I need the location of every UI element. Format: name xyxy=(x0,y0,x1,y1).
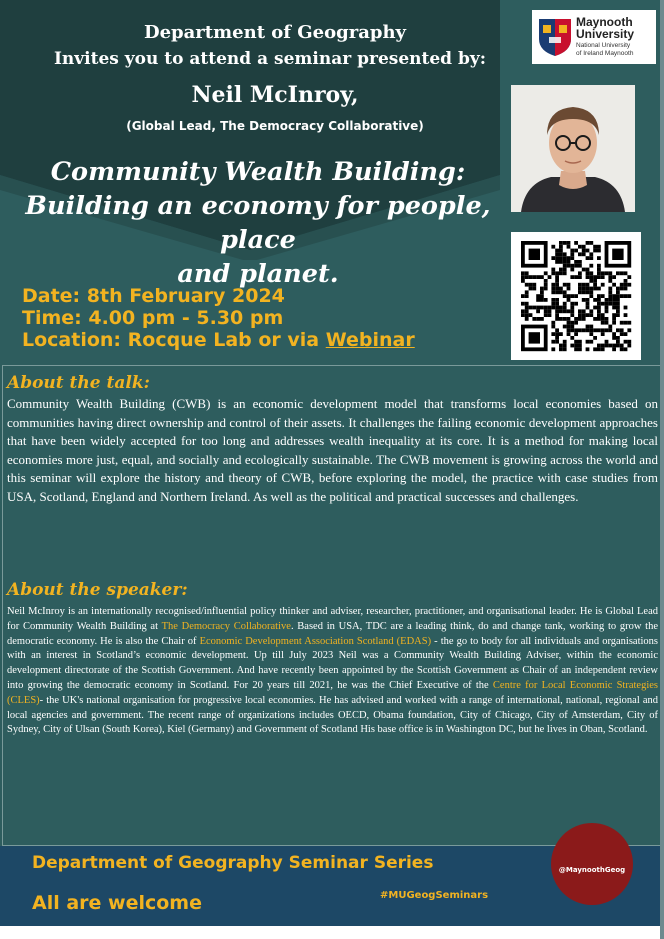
qr-code-icon xyxy=(511,232,641,360)
logo-name-line: Maynooth xyxy=(576,15,633,29)
crest-icon xyxy=(537,17,573,57)
maynooth-university-logo xyxy=(532,10,656,64)
speaker-role: (Global Lead, The Democracy Collaborative) xyxy=(126,119,424,133)
logo-subtitle-line: National University xyxy=(576,42,631,49)
social-handle-badge xyxy=(551,823,633,905)
location-text: Location: Rocque Lab or via xyxy=(22,329,326,351)
talk-title-line: Community Wealth Building: xyxy=(50,157,466,187)
social-handle-text[interactable]: @MaynoothGeog xyxy=(558,866,626,874)
logo-name xyxy=(576,16,634,40)
logo-name-line: University xyxy=(576,27,635,41)
event-date: Date: 8th February 2024 xyxy=(22,285,285,307)
about-speaker-heading: About the speaker: xyxy=(7,580,188,600)
qr-code[interactable] xyxy=(511,232,641,360)
talk-title-line: Building an economy for people, place xyxy=(25,191,491,255)
about-talk-heading: About the talk: xyxy=(7,373,150,393)
event-details xyxy=(22,285,415,351)
invitation-line: Invites you to attend a seminar presented by: xyxy=(53,49,487,69)
event-location xyxy=(22,329,415,351)
speaker-bio-text: - the go to body for all individuals and organisations with an interest in Scotland’s economic development. Up till July 2023 Neil was a Community Wealth Building Adviser, within the economic development directorate of the Scottish Government. And have recently been appointed by the Scottish Government as Chair of an independent review into growing the democratic economy in Scotland. For 20 years till 2021, he was the Chief Executive of the xyxy=(7,635,658,691)
all-welcome-text: All are welcome xyxy=(32,892,202,914)
hashtag-text[interactable]: #MUGeogSeminars xyxy=(380,890,489,901)
speaker-photo xyxy=(511,85,635,212)
talk-title xyxy=(8,155,508,291)
speaker-bio-text: - the UK's national organisation for progressive local economies. He has advised and worked with a range of international, national, regional and local agencies and government. The recent range of organizations includes OECD, Obama foundation, City of Chicago, City of Amsterdam, City of Sydney, City of Ulsan (South Korea), Kiel (Germany) and Government of Scotland His base office is in Washington DC, but he lives in Oban, Scotland. xyxy=(7,694,658,736)
logo-subtitle-line: of Ireland Maynooth xyxy=(576,50,634,57)
about-talk-text: Community Wealth Building (CWB) is an economic development model that transforms local economies based on communities having direct ownership and control of their assets. It challenges the failing economic development approaches that have been widely accepted for too long and addresses wealth inequality at its core. It is a method for making local economies more just, equal, and socially and ecologically sustainable. The CWB movement is growing across the world and this seminar will explore the history and theory of CWB, before exploring the model, the practice with case studies from USA, Scotland, England and Northern Ireland. As well as the political and practical successes and challenges. xyxy=(7,396,658,504)
page-edge xyxy=(660,0,664,939)
speaker-name: Neil McInroy, xyxy=(191,82,359,108)
event-time: Time: 4.00 pm - 5.30 pm xyxy=(22,307,284,329)
speaker-portrait-image xyxy=(511,85,635,212)
webinar-link[interactable]: Webinar xyxy=(325,329,415,351)
about-speaker-text xyxy=(7,605,658,738)
talk-title-line: and planet. xyxy=(177,259,339,289)
democracy-collaborative-link[interactable]: The Democracy Collaborative xyxy=(161,620,291,632)
seminar-series-title: Department of Geography Seminar Series xyxy=(32,853,434,873)
department-title: Department of Geography xyxy=(144,22,406,43)
speaker-bio-text: . Based in USA, TDC are a leading think, do and change tank, working to grow the democratic economy. He is also the Chair of xyxy=(7,620,659,647)
cles-link[interactable]: Centre for Local Economic Strategies (CLES) xyxy=(7,679,658,706)
edas-link[interactable]: Economic Development Association Scotland (EDAS) xyxy=(199,635,432,647)
speaker-bio-text: Neil McInroy is an internationally recognised/influential policy thinker and adviser, researcher, practitioner, and organisational leader. He is Global Lead for Community Wealth Building at xyxy=(7,606,658,632)
